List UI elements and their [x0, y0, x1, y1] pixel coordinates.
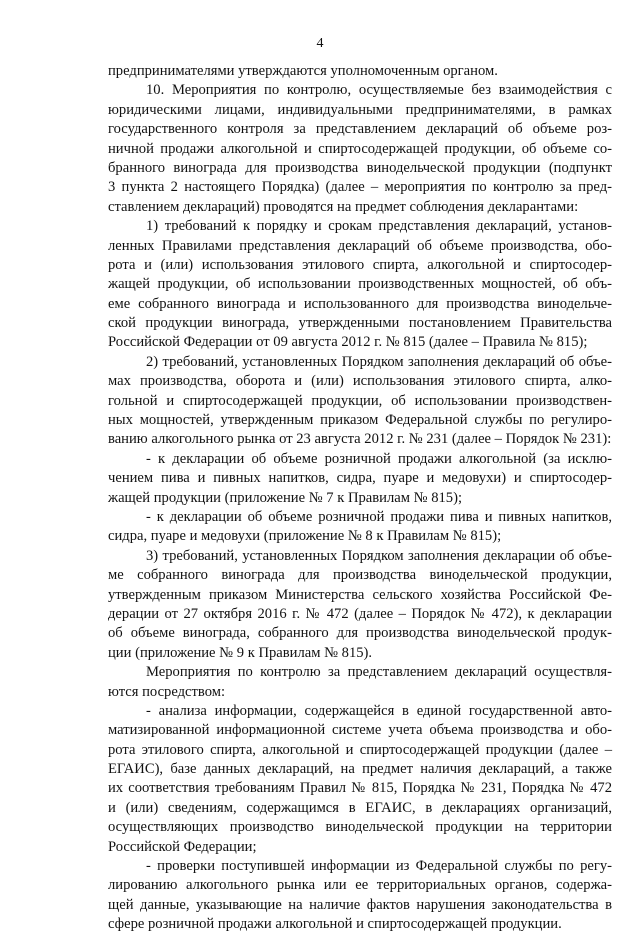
text-line: утвержденным приказом Министерства сельского хозяйства Российской Фе- [108, 586, 612, 603]
text-line: - проверки поступившей информации из Федеральной службы по регу- [146, 858, 612, 875]
text-line: 2) требований, установленных Порядком заполнения деклараций об объе- [146, 353, 612, 370]
text-line: ются посредством: [108, 683, 226, 700]
text-line: рота и (или) использования этилового спирта, алкогольной и спиртосодер- [108, 256, 612, 273]
text-line: ных мощностей, утвержденным приказом Федеральной службы по регулиро- [108, 412, 612, 429]
document-body [108, 62, 612, 935]
text-line: Российской Федерации от 09 августа 2012 г. № 815 (далее – Правила № 815); [108, 334, 588, 351]
text-line: юридическими лицами, индивидуальными предпринимателями, в рамках [108, 101, 612, 118]
text-line: - анализа информации, содержащейся в единой государственной авто- [146, 702, 612, 719]
text-line: ской продукции винограда, утвержденными постановлением Правительства [108, 315, 612, 332]
text-line: об объеме винограда, собранного для производства винодельческой продук- [108, 625, 612, 642]
text-line: чением пива и пивных напитков, сидра, пуаре и медовухи) и спиртосодер- [108, 470, 612, 487]
text-line: государственного контроля за представлением деклараций об объеме роз- [108, 121, 612, 138]
text-line: гольной и спиртосодержащей продукции, об использовании производствен- [108, 392, 612, 409]
text-line: Мероприятия по контролю за представлением деклараций осуществля- [146, 664, 612, 681]
text-line: осуществляющих производство винодельческой продукции на территории [108, 819, 612, 836]
page-number: 4 [316, 36, 324, 51]
text-line: жащей продукции (приложение № 7 к Правилам № 815); [108, 489, 463, 506]
text-line: 3) требований, установленных Порядком заполнения декларации об объе- [146, 547, 612, 564]
text-line: ванию алкогольного рынка от 23 августа 2012 г. № 231 (далее – Порядок № 231): [108, 431, 612, 448]
text-line: дерации от 27 октября 2016 г. № 472 (далее – Порядок № 472), к декларации [108, 605, 612, 622]
text-line: ничной продажи алкогольной и спиртосодержащей продукции, об объеме со- [108, 140, 612, 157]
text-line: сфере розничной продажи алкогольной и спиртосодержащей продукции. [108, 916, 562, 933]
text-line: лированию алкогольного рынка или ее территориальных органов, содержа- [108, 877, 612, 894]
text-line: ЕГАИС), базе данных деклараций, на предмет наличия деклараций, а также [108, 761, 612, 778]
text-line: их соответствия требованиям Правил № 815, Порядка № 231, Порядка № 472 [108, 780, 612, 797]
text-line: 1) требований к порядку и срокам представления деклараций, установ- [146, 218, 612, 235]
text-line: предпринимателями утверждаются уполномоченным органом. [108, 63, 498, 79]
text-line: 3 пункта 2 настоящего Порядка) (далее – мероприятия по контролю за пред- [108, 179, 612, 196]
text-line: Российской Федерации; [108, 838, 257, 855]
text-line: - к декларации об объеме розничной продажи пива и пивных напитков, [146, 508, 612, 525]
text-line: ции (приложение № 9 к Правилам № 815). [108, 644, 373, 661]
text-line: рота этилового спирта, алкогольной и спиртосодержащей продукции (далее – [108, 741, 612, 758]
text-line: матизированной информационной системе учета объема производства и обо- [108, 722, 612, 739]
text-line: и (или) сведениям, содержащимся в ЕГАИС, в декларациях организаций, [108, 799, 612, 816]
text-line: жащей продукции, об использовании производственных мощностей, об объ- [108, 276, 612, 293]
text-line: ленных Правилами представления деклараций об объеме производства, обо- [108, 237, 612, 254]
text-line: ме собранного винограда для производства винодельческой продукции, [108, 567, 612, 584]
text-line: ставлением деклараций) проводятся на предмет соблюдения декларантами: [108, 198, 579, 215]
text-line: сидра, пуаре и медовухи (приложение № 8 к Правилам № 815); [108, 528, 502, 545]
text-line: бранного винограда для производства винодельческой продукции (подпункт [108, 159, 612, 176]
text-line: мах производства, оборота и (или) использования этилового спирта, алко- [108, 373, 612, 390]
text-line: еме собранного винограда и использованного для производства винодельче- [108, 295, 612, 312]
text-line: - к декларации об объеме розничной продажи алкогольной (за исклю- [146, 450, 612, 467]
text-line: щей данные, указывающие на наличие фактов нарушения законодательства в [108, 896, 612, 913]
text-line: 10. Мероприятия по контролю, осуществляемые без взаимодействия с [146, 82, 612, 99]
